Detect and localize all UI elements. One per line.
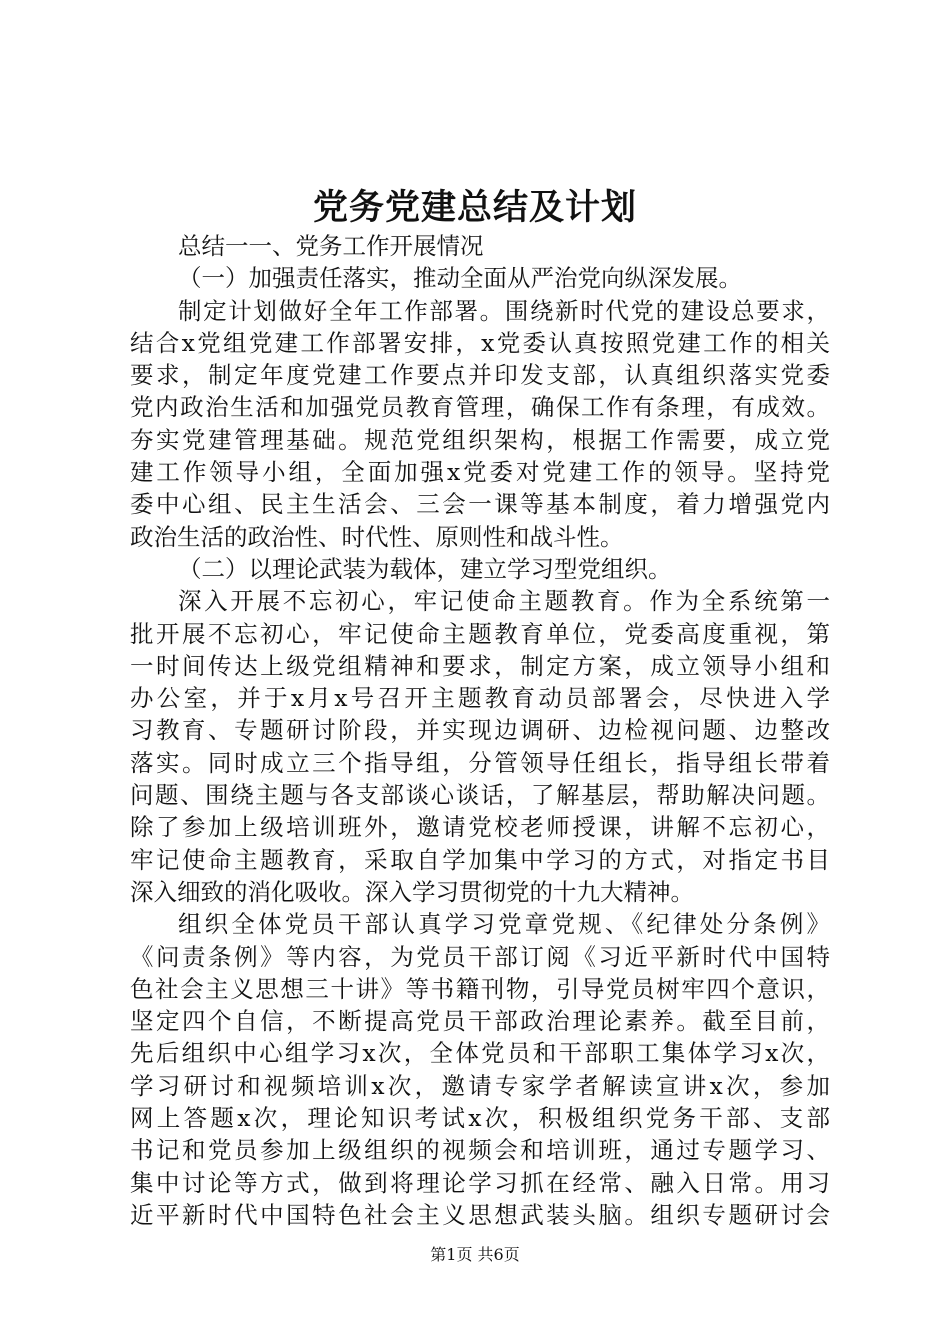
body-line: 牢记使命主题教育，采取自学加集中学习的方式，对指定书目 xyxy=(130,845,830,874)
body-line: （一）加强责任落实，推动全面从严治党向纵深发展。 xyxy=(178,264,742,293)
body-line: 办公室，并于x月x号召开主题教育动员部署会，尽快进入学 xyxy=(130,684,830,713)
body-line: 近平新时代中国特色社会主义思想武装头脑。组织专题研讨会 xyxy=(130,1200,830,1229)
body-line: 批开展不忘初心，牢记使命主题教育单位，党委高度重视，第 xyxy=(130,619,830,648)
body-line: 《问责条例》等内容，为党员干部订阅《习近平新时代中国特 xyxy=(130,942,830,971)
body-line: 落实。同时成立三个指导组，分管领导任组长，指导组长带着 xyxy=(130,748,830,777)
body-line: 一时间传达上级党组精神和要求，制定方案，成立领导小组和 xyxy=(130,651,830,680)
body-line: 网上答题x次，理论知识考试x次，积极组织党务干部、支部 xyxy=(130,1104,830,1133)
page-footer: 第1页 共6页 xyxy=(430,1245,520,1264)
document-title: 党务党建总结及计划 xyxy=(312,187,637,228)
body-line: 委中心组、民主生活会、三会一课等基本制度，着力增强党内 xyxy=(130,490,830,519)
body-line: 集中讨论等方式，做到将理论学习抓在经常、融入日常。用习 xyxy=(130,1168,830,1197)
body-line: 政治生活的政治性、时代性、原则性和战斗性。 xyxy=(130,522,624,551)
body-line: 学习研讨和视频培训x次，邀请专家学者解读宣讲x次，参加 xyxy=(130,1071,830,1100)
document-body xyxy=(130,230,830,1231)
body-line: 色社会主义思想三十讲》等书籍刊物，引导党员树牢四个意识， xyxy=(130,974,830,1003)
body-line: 书记和党员参加上级组织的视频会和培训班，通过专题学习、 xyxy=(130,1136,830,1165)
body-line: 党内政治生活和加强党员教育管理，确保工作有条理，有成效。 xyxy=(130,393,830,422)
body-line: 制定计划做好全年工作部署。围绕新时代党的建设总要求， xyxy=(178,296,830,325)
body-line: 除了参加上级培训班外，邀请党校老师授课，讲解不忘初心， xyxy=(130,813,830,842)
body-line: 总结一一、党务工作开展情况 xyxy=(178,232,484,260)
body-line: 问题、围绕主题与各支部谈心谈话，了解基层，帮助解决问题。 xyxy=(130,781,830,810)
body-line: 夯实党建管理基础。规范党组织架构，根据工作需要，成立党 xyxy=(130,425,830,454)
body-line: 要求，制定年度党建工作要点并印发支部，认真组织落实党委 xyxy=(130,361,830,390)
body-line: 先后组织中心组学习x次，全体党员和干部职工集体学习x次， xyxy=(130,1039,830,1068)
body-line: 建工作领导小组，全面加强x党委对党建工作的领导。坚持党 xyxy=(130,458,830,487)
body-line: 结合x党组党建工作部署安排，x党委认真按照党建工作的相关 xyxy=(130,328,830,357)
body-line: 深入开展不忘初心，牢记使命主题教育。作为全系统第一 xyxy=(178,587,830,616)
body-line: 习教育、专题研讨阶段，并实现边调研、边检视问题、边整改 xyxy=(130,716,830,745)
body-line: 深入细致的消化吸收。深入学习贯彻党的十九大精神。 xyxy=(130,877,694,906)
body-line: （二）以理论武装为载体，建立学习型党组织。 xyxy=(178,554,672,583)
body-line: 组织全体党员干部认真学习党章党规、《纪律处分条例》 xyxy=(178,910,830,939)
body-line: 坚定四个自信，不断提高党员干部政治理论素养。截至目前， xyxy=(130,1007,830,1036)
